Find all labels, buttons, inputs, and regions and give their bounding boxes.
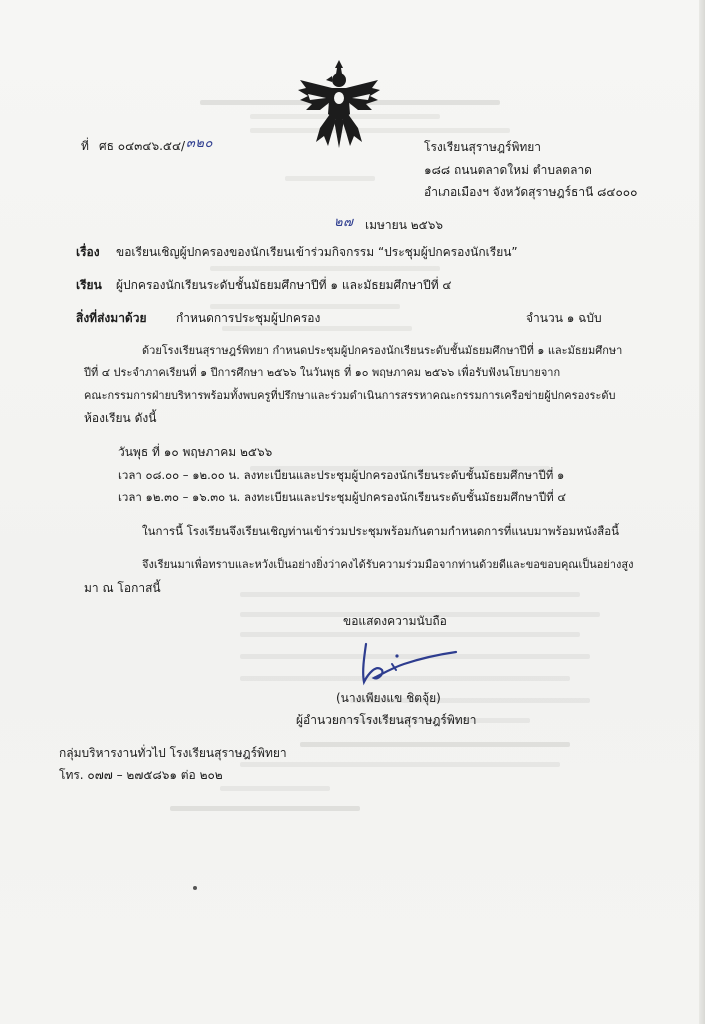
signature-icon <box>352 634 460 690</box>
enclosure-count: จำนวน ๑ ฉบับ <box>526 311 602 325</box>
body-line: ด้วยโรงเรียนสุราษฎร์พิทยา กำหนดประชุมผู้ปกครองนักเรียนระดับชั้นมัธยมศึกษาปีที่ ๑ และมัธยมศึกษา <box>142 344 623 357</box>
page-edge <box>699 0 705 1024</box>
doc-no-prefix: ศธ ๐๔๓๔๖.๕๔/ <box>99 139 186 153</box>
org-name: โรงเรียนสุราษฎร์พิทยา <box>424 140 542 154</box>
schedule-item-1: เวลา ๐๘.๐๐ – ๑๒.๐๐ น. ลงทะเบียนและประชุมผู้ปกครองนักเรียนระดับชั้นมัธยมศึกษาปีที่ ๑ <box>118 468 565 482</box>
show-through-mark <box>285 176 375 181</box>
subject-label: เรื่อง <box>76 245 100 259</box>
doc-no-label: ที่ <box>81 139 89 153</box>
schedule-date: วันพุธ ที่ ๑๐ พฤษภาคม ๒๕๖๖ <box>118 445 273 459</box>
body-line: คณะกรรมการฝ่ายบริหารพร้อมทั้งพบครูที่ปรึกษาและร่วมดำเนินการสรรหาคณะกรรมการเครือข่ายผู้ปกครองระดับ <box>84 389 616 402</box>
contact-phone: โทร. ๐๗๗ – ๒๗๕๘๖๑ ต่อ ๒๐๒ <box>59 768 223 782</box>
show-through-mark <box>210 304 400 309</box>
enclosure-label: สิ่งที่ส่งมาด้วย <box>76 311 147 325</box>
show-through-mark <box>240 762 560 767</box>
date-day-handwritten: ๒๗ <box>334 215 354 230</box>
signer-name: (นางเพียงแข ชิตจุ้ย) <box>336 691 441 705</box>
schedule-item-2: เวลา ๑๒.๓๐ – ๑๖.๓๐ น. ลงทะเบียนและประชุมผู้ปกครองนักเรียนระดับชั้นมัธยมศึกษาปีที่ ๔ <box>118 490 567 504</box>
enclosure-text: กำหนดการประชุมผู้ปกครอง <box>176 311 321 325</box>
show-through-mark <box>300 742 570 747</box>
body-line: ห้องเรียน ดังนี้ <box>84 411 157 425</box>
show-through-mark <box>220 786 330 791</box>
closing-line-1: จึงเรียนมาเพื่อทราบและหวังเป็นอย่างยิ่งว่าคงได้รับความร่วมมือจากท่านด้วยดีและขอขอบคุณเป็นอย่างสูง <box>142 558 634 571</box>
date-month-year: เมษายน ๒๕๖๖ <box>365 218 443 232</box>
regards: ขอแสดงความนับถือ <box>343 614 447 628</box>
contact-department: กลุ่มบริหารงานทั่วไป โรงเรียนสุราษฎร์พิทยา <box>59 746 287 760</box>
to-text: ผู้ปกครองนักเรียนระดับชั้นมัธยมศึกษาปีที่ ๑ และมัธยมศึกษาปีที่ ๔ <box>116 278 452 292</box>
subject-text: ขอเรียนเชิญผู้ปกครองของนักเรียนเข้าร่วมกิจกรรม “ประชุมผู้ปกครองนักเรียน” <box>116 245 518 259</box>
show-through-mark <box>210 266 440 271</box>
org-address-line-1: ๑๘๘ ถนนตลาดใหม่ ตำบลตลาด <box>424 163 592 177</box>
ink-dot <box>193 886 197 890</box>
invite-line: ในการนี้ โรงเรียนจึงเรียนเชิญท่านเข้าร่วมประชุมพร้อมกันตามกำหนดการที่แนบมาพร้อมหนังสือนี้ <box>142 524 620 538</box>
signer-title: ผู้อำนวยการโรงเรียนสุราษฎร์พิทยา <box>296 713 477 727</box>
body-line: ปีที่ ๔ ประจำภาคเรียนที่ ๑ ปีการศึกษา ๒๕๖๖ ในวันพุธ ที่ ๑๐ พฤษภาคม ๒๕๖๖ เพื่อรับฟังนโยบายจาก <box>84 366 561 379</box>
doc-no-handwritten: ๓๒๐ <box>186 136 213 151</box>
closing-line-2: มา ณ โอกาสนี้ <box>84 581 161 595</box>
show-through-mark <box>240 592 580 597</box>
garuda-emblem-icon <box>296 58 382 150</box>
show-through-mark <box>222 326 412 331</box>
to-label: เรียน <box>76 278 102 292</box>
show-through-mark <box>170 806 360 811</box>
org-address-line-2: อำเภอเมืองฯ จังหวัดสุราษฎร์ธานี ๘๔๐๐๐ <box>424 185 638 199</box>
